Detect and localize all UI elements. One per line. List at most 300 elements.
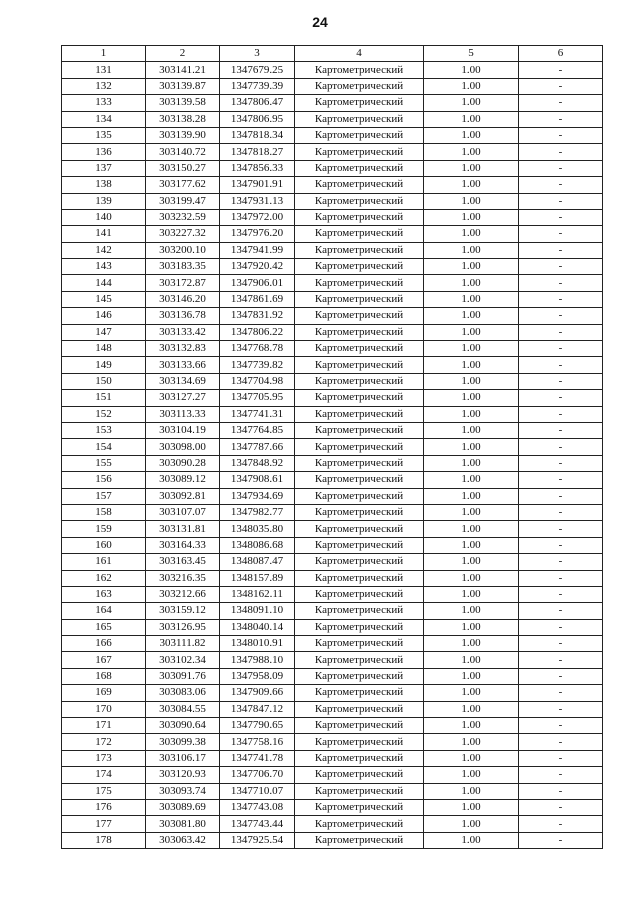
- note-cell: -: [519, 209, 603, 225]
- table-row: [62, 308, 603, 324]
- table-row: [62, 259, 603, 275]
- x-coordinate-cell: 303090.64: [146, 718, 220, 734]
- method-cell: Картометрический: [295, 259, 424, 275]
- note-cell: -: [519, 718, 603, 734]
- y-coordinate-cell: 1347710.07: [220, 783, 295, 799]
- point-number-cell: 145: [62, 291, 146, 307]
- y-coordinate-cell: 1347818.27: [220, 144, 295, 160]
- y-coordinate-cell: 1347743.08: [220, 799, 295, 815]
- table-row: [62, 455, 603, 471]
- table-row: [62, 619, 603, 635]
- method-cell: Картометрический: [295, 160, 424, 176]
- note-cell: -: [519, 291, 603, 307]
- note-cell: -: [519, 455, 603, 471]
- x-coordinate-cell: 303140.72: [146, 144, 220, 160]
- y-coordinate-cell: 1347787.66: [220, 439, 295, 455]
- accuracy-cell: 1.00: [424, 537, 519, 553]
- accuracy-cell: 1.00: [424, 554, 519, 570]
- method-cell: Картометрический: [295, 95, 424, 111]
- x-coordinate-cell: 303163.45: [146, 554, 220, 570]
- accuracy-cell: 1.00: [424, 127, 519, 143]
- y-coordinate-cell: 1347847.12: [220, 701, 295, 717]
- note-cell: -: [519, 127, 603, 143]
- method-cell: Картометрический: [295, 718, 424, 734]
- note-cell: -: [519, 78, 603, 94]
- accuracy-cell: 1.00: [424, 504, 519, 520]
- point-number-cell: 161: [62, 554, 146, 570]
- header-row: [62, 46, 603, 62]
- page-number: 24: [312, 14, 328, 30]
- method-cell: Картометрический: [295, 127, 424, 143]
- table-row: [62, 127, 603, 143]
- accuracy-cell: 1.00: [424, 668, 519, 684]
- point-number-cell: 153: [62, 422, 146, 438]
- accuracy-cell: 1.00: [424, 275, 519, 291]
- accuracy-cell: 1.00: [424, 488, 519, 504]
- method-header: 4: [295, 46, 424, 62]
- point-number-cell: 134: [62, 111, 146, 127]
- note-cell: -: [519, 832, 603, 848]
- table-row: [62, 193, 603, 209]
- accuracy-cell: 1.00: [424, 193, 519, 209]
- note-cell: -: [519, 259, 603, 275]
- point-number-cell: 167: [62, 652, 146, 668]
- point-number-cell: 151: [62, 390, 146, 406]
- table-header: [62, 46, 603, 62]
- method-cell: Картометрический: [295, 685, 424, 701]
- note-cell: -: [519, 586, 603, 602]
- note-cell: -: [519, 685, 603, 701]
- point-number-cell: 138: [62, 177, 146, 193]
- accuracy-cell: 1.00: [424, 685, 519, 701]
- point-number-cell: 154: [62, 439, 146, 455]
- point-number-cell: 169: [62, 685, 146, 701]
- note-cell: -: [519, 554, 603, 570]
- y-coordinate-cell: 1347741.78: [220, 750, 295, 766]
- y-coordinate-cell: 1347739.39: [220, 78, 295, 94]
- table-row: [62, 685, 603, 701]
- y-coordinate-cell: 1347856.33: [220, 160, 295, 176]
- x-coordinate-cell: 303183.35: [146, 259, 220, 275]
- coordinates-table: [61, 45, 603, 849]
- x-coordinate-cell: 303099.38: [146, 734, 220, 750]
- note-cell: -: [519, 275, 603, 291]
- note-cell: -: [519, 390, 603, 406]
- table-row: [62, 226, 603, 242]
- table-row: [62, 734, 603, 750]
- note-cell: -: [519, 504, 603, 520]
- y-coordinate-cell: 1347941.99: [220, 242, 295, 258]
- table-row: [62, 521, 603, 537]
- note-cell: -: [519, 783, 603, 799]
- x-coordinate-cell: 303131.81: [146, 521, 220, 537]
- x-coordinate-cell: 303212.66: [146, 586, 220, 602]
- accuracy-cell: 1.00: [424, 832, 519, 848]
- note-cell: -: [519, 193, 603, 209]
- y-coordinate-cell: 1347908.61: [220, 472, 295, 488]
- x-coordinate-cell: 303139.58: [146, 95, 220, 111]
- accuracy-cell: 1.00: [424, 816, 519, 832]
- x-coordinate-cell: 303232.59: [146, 209, 220, 225]
- note-cell: -: [519, 95, 603, 111]
- x-coordinate-cell: 303216.35: [146, 570, 220, 586]
- note-cell: -: [519, 668, 603, 684]
- table-row: [62, 816, 603, 832]
- note-cell: -: [519, 111, 603, 127]
- x-coordinate-cell: 303098.00: [146, 439, 220, 455]
- point-number-cell: 155: [62, 455, 146, 471]
- point-number-cell: 177: [62, 816, 146, 832]
- point-number-cell: 165: [62, 619, 146, 635]
- point-number-cell: 172: [62, 734, 146, 750]
- table-row: [62, 341, 603, 357]
- y-coordinate-cell: 1347768.78: [220, 341, 295, 357]
- accuracy-cell: 1.00: [424, 341, 519, 357]
- y-coordinate-cell: 1348040.14: [220, 619, 295, 635]
- x-coordinate-cell: 303102.34: [146, 652, 220, 668]
- method-cell: Картометрический: [295, 78, 424, 94]
- table-row: [62, 357, 603, 373]
- accuracy-cell: 1.00: [424, 603, 519, 619]
- method-cell: Картометрический: [295, 586, 424, 602]
- x-coordinate-cell: 303150.27: [146, 160, 220, 176]
- y-coordinate-cell: 1347976.20: [220, 226, 295, 242]
- point-number-cell: 171: [62, 718, 146, 734]
- x-coordinate-cell: 303090.28: [146, 455, 220, 471]
- x-coordinate-cell: 303091.76: [146, 668, 220, 684]
- point-number-cell: 174: [62, 767, 146, 783]
- accuracy-cell: 1.00: [424, 373, 519, 389]
- accuracy-cell: 1.00: [424, 619, 519, 635]
- x-coordinate-cell: 303127.27: [146, 390, 220, 406]
- table-row: [62, 390, 603, 406]
- table-row: [62, 570, 603, 586]
- accuracy-cell: 1.00: [424, 324, 519, 340]
- note-cell: -: [519, 799, 603, 815]
- y-coordinate-cell: 1347982.77: [220, 504, 295, 520]
- point-number-cell: 162: [62, 570, 146, 586]
- accuracy-cell: 1.00: [424, 586, 519, 602]
- accuracy-cell: 1.00: [424, 95, 519, 111]
- y-coordinate-cell: 1347901.91: [220, 177, 295, 193]
- accuracy-cell: 1.00: [424, 783, 519, 799]
- x-coordinate-cell: 303126.95: [146, 619, 220, 635]
- point-number-cell: 137: [62, 160, 146, 176]
- note-cell: -: [519, 816, 603, 832]
- table-row: [62, 488, 603, 504]
- method-cell: Картометрический: [295, 767, 424, 783]
- x-coordinate-cell: 303139.87: [146, 78, 220, 94]
- x-coordinate-cell: 303120.93: [146, 767, 220, 783]
- table-row: [62, 160, 603, 176]
- point-number-cell: 166: [62, 636, 146, 652]
- note-cell: -: [519, 603, 603, 619]
- accuracy-cell: 1.00: [424, 144, 519, 160]
- method-cell: Картометрический: [295, 406, 424, 422]
- point-number-cell: 148: [62, 341, 146, 357]
- method-cell: Картометрический: [295, 701, 424, 717]
- point-number-cell: 164: [62, 603, 146, 619]
- accuracy-cell: 1.00: [424, 799, 519, 815]
- method-cell: Картометрический: [295, 554, 424, 570]
- accuracy-cell: 1.00: [424, 390, 519, 406]
- point-number-cell: 159: [62, 521, 146, 537]
- y-coordinate-cell: 1347818.34: [220, 127, 295, 143]
- accuracy-cell: 1.00: [424, 718, 519, 734]
- x-coordinate-cell: 303138.28: [146, 111, 220, 127]
- y-coordinate-cell: 1347806.22: [220, 324, 295, 340]
- x-coordinate-cell: 303107.07: [146, 504, 220, 520]
- note-cell: -: [519, 734, 603, 750]
- point-number-cell: 147: [62, 324, 146, 340]
- note-cell: -: [519, 357, 603, 373]
- accuracy-cell: 1.00: [424, 406, 519, 422]
- table-row: [62, 652, 603, 668]
- x-coordinate-cell: 303139.90: [146, 127, 220, 143]
- accuracy-cell: 1.00: [424, 308, 519, 324]
- x-coordinate-cell: 303199.47: [146, 193, 220, 209]
- note-cell: -: [519, 570, 603, 586]
- accuracy-cell: 1.00: [424, 439, 519, 455]
- table-row: [62, 275, 603, 291]
- accuracy-cell: 1.00: [424, 750, 519, 766]
- note-cell: -: [519, 652, 603, 668]
- accuracy-cell: 1.00: [424, 78, 519, 94]
- point-number-cell: 136: [62, 144, 146, 160]
- point-number-cell: 158: [62, 504, 146, 520]
- table-row: [62, 111, 603, 127]
- method-cell: Картометрический: [295, 291, 424, 307]
- y-coordinate-cell: 1348157.89: [220, 570, 295, 586]
- accuracy-cell: 1.00: [424, 291, 519, 307]
- method-cell: Картометрический: [295, 324, 424, 340]
- table-row: [62, 554, 603, 570]
- point-number-cell: 150: [62, 373, 146, 389]
- y-coordinate-cell: 1347806.47: [220, 95, 295, 111]
- note-cell: -: [519, 308, 603, 324]
- table-row: [62, 767, 603, 783]
- x-coordinate-cell: 303177.62: [146, 177, 220, 193]
- note-cell: -: [519, 488, 603, 504]
- accuracy-cell: 1.00: [424, 209, 519, 225]
- point-number-cell: 146: [62, 308, 146, 324]
- point-number-cell: 142: [62, 242, 146, 258]
- note-cell: -: [519, 373, 603, 389]
- method-cell: Картометрический: [295, 193, 424, 209]
- accuracy-cell: 1.00: [424, 455, 519, 471]
- table-row: [62, 78, 603, 94]
- table-row: [62, 439, 603, 455]
- y-coordinate-cell: 1347739.82: [220, 357, 295, 373]
- method-cell: Картометрический: [295, 111, 424, 127]
- method-cell: Картометрический: [295, 832, 424, 848]
- y-coordinate-cell: 1348035.80: [220, 521, 295, 537]
- note-cell: -: [519, 537, 603, 553]
- note-cell: -: [519, 160, 603, 176]
- y-coordinate-cell: 1347988.10: [220, 652, 295, 668]
- table-row: [62, 324, 603, 340]
- y-coordinate-cell: 1347861.69: [220, 291, 295, 307]
- method-cell: Картометрический: [295, 144, 424, 160]
- method-cell: Картометрический: [295, 422, 424, 438]
- note-cell: -: [519, 472, 603, 488]
- accuracy-cell: 1.00: [424, 357, 519, 373]
- method-cell: Картометрический: [295, 62, 424, 78]
- x-coordinate-cell: 303111.82: [146, 636, 220, 652]
- note-cell: -: [519, 242, 603, 258]
- x-coordinate-cell: 303093.74: [146, 783, 220, 799]
- table-row: [62, 373, 603, 389]
- note-cell: -: [519, 144, 603, 160]
- x-coordinate-cell: 303081.80: [146, 816, 220, 832]
- method-cell: Картометрический: [295, 209, 424, 225]
- y-coordinate-cell: 1348091.10: [220, 603, 295, 619]
- accuracy-cell: 1.00: [424, 472, 519, 488]
- point-number-cell: 139: [62, 193, 146, 209]
- y-coordinate-cell: 1347972.00: [220, 209, 295, 225]
- x-coordinate-cell: 303083.06: [146, 685, 220, 701]
- method-cell: Картометрический: [295, 750, 424, 766]
- x-coordinate-cell: 303106.17: [146, 750, 220, 766]
- x-coordinate-cell: 303141.21: [146, 62, 220, 78]
- table-row: [62, 750, 603, 766]
- y-coordinate-cell: 1347831.92: [220, 308, 295, 324]
- accuracy-cell: 1.00: [424, 734, 519, 750]
- method-cell: Картометрический: [295, 603, 424, 619]
- accuracy-cell: 1.00: [424, 701, 519, 717]
- method-cell: Картометрический: [295, 734, 424, 750]
- accuracy-cell: 1.00: [424, 652, 519, 668]
- table-row: [62, 504, 603, 520]
- table-row: [62, 209, 603, 225]
- y-coordinate-cell: 1347906.01: [220, 275, 295, 291]
- note-cell: -: [519, 701, 603, 717]
- table-row: [62, 62, 603, 78]
- table-row: [62, 668, 603, 684]
- x-coordinate-cell: 303089.12: [146, 472, 220, 488]
- y-coordinate-header: 3: [220, 46, 295, 62]
- accuracy-cell: 1.00: [424, 570, 519, 586]
- method-cell: Картометрический: [295, 537, 424, 553]
- y-coordinate-cell: 1347743.44: [220, 816, 295, 832]
- method-cell: Картометрический: [295, 357, 424, 373]
- table-row: [62, 799, 603, 815]
- method-cell: Картометрический: [295, 226, 424, 242]
- note-cell: -: [519, 439, 603, 455]
- y-coordinate-cell: 1347920.42: [220, 259, 295, 275]
- point-number-cell: 149: [62, 357, 146, 373]
- accuracy-cell: 1.00: [424, 259, 519, 275]
- point-number-cell: 132: [62, 78, 146, 94]
- x-coordinate-cell: 303092.81: [146, 488, 220, 504]
- x-coordinate-cell: 303089.69: [146, 799, 220, 815]
- y-coordinate-cell: 1347909.66: [220, 685, 295, 701]
- accuracy-cell: 1.00: [424, 767, 519, 783]
- table-row: [62, 291, 603, 307]
- note-cell: -: [519, 521, 603, 537]
- y-coordinate-cell: 1347806.95: [220, 111, 295, 127]
- method-cell: Картометрический: [295, 242, 424, 258]
- accuracy-cell: 1.00: [424, 111, 519, 127]
- method-cell: Картометрический: [295, 177, 424, 193]
- y-coordinate-cell: 1347931.13: [220, 193, 295, 209]
- x-coordinate-cell: 303136.78: [146, 308, 220, 324]
- note-cell: -: [519, 324, 603, 340]
- method-cell: Картометрический: [295, 275, 424, 291]
- method-cell: Картометрический: [295, 668, 424, 684]
- accuracy-cell: 1.00: [424, 636, 519, 652]
- point-number-cell: 131: [62, 62, 146, 78]
- note-cell: -: [519, 341, 603, 357]
- x-coordinate-cell: 303104.19: [146, 422, 220, 438]
- y-coordinate-cell: 1348087.47: [220, 554, 295, 570]
- x-coordinate-cell: 303133.66: [146, 357, 220, 373]
- point-number-cell: 133: [62, 95, 146, 111]
- x-coordinate-cell: 303134.69: [146, 373, 220, 389]
- y-coordinate-cell: 1348010.91: [220, 636, 295, 652]
- point-number-cell: 175: [62, 783, 146, 799]
- method-cell: Картометрический: [295, 619, 424, 635]
- x-coordinate-cell: 303133.42: [146, 324, 220, 340]
- table-row: [62, 586, 603, 602]
- x-coordinate-cell: 303132.83: [146, 341, 220, 357]
- x-coordinate-cell: 303172.87: [146, 275, 220, 291]
- y-coordinate-cell: 1348162.11: [220, 586, 295, 602]
- y-coordinate-cell: 1347706.70: [220, 767, 295, 783]
- table-body: [62, 62, 603, 849]
- method-cell: Картометрический: [295, 308, 424, 324]
- point-number-cell: 160: [62, 537, 146, 553]
- point-number-cell: 157: [62, 488, 146, 504]
- y-coordinate-cell: 1347958.09: [220, 668, 295, 684]
- method-cell: Картометрический: [295, 504, 424, 520]
- table-row: [62, 832, 603, 848]
- x-coordinate-cell: 303159.12: [146, 603, 220, 619]
- note-cell: -: [519, 177, 603, 193]
- table-row: [62, 95, 603, 111]
- accuracy-cell: 1.00: [424, 62, 519, 78]
- table-row: [62, 406, 603, 422]
- method-cell: Картометрический: [295, 488, 424, 504]
- table-row: [62, 537, 603, 553]
- method-cell: Картометрический: [295, 472, 424, 488]
- method-cell: Картометрический: [295, 439, 424, 455]
- note-cell: -: [519, 619, 603, 635]
- accuracy-cell: 1.00: [424, 242, 519, 258]
- method-cell: Картометрический: [295, 799, 424, 815]
- accuracy-cell: 1.00: [424, 521, 519, 537]
- table-row: [62, 701, 603, 717]
- x-coordinate-cell: 303227.32: [146, 226, 220, 242]
- table-row: [62, 603, 603, 619]
- table-row: [62, 144, 603, 160]
- point-number-cell: 143: [62, 259, 146, 275]
- point-number-cell: 168: [62, 668, 146, 684]
- y-coordinate-cell: 1347741.31: [220, 406, 295, 422]
- x-coordinate-cell: 303063.42: [146, 832, 220, 848]
- point-number-cell: 176: [62, 799, 146, 815]
- point-number-cell: 170: [62, 701, 146, 717]
- point-number-cell: 144: [62, 275, 146, 291]
- x-coordinate-cell: 303113.33: [146, 406, 220, 422]
- accuracy-header: 5: [424, 46, 519, 62]
- table-row: [62, 718, 603, 734]
- table-row: [62, 472, 603, 488]
- note-header: 6: [519, 46, 603, 62]
- point-number-cell: 163: [62, 586, 146, 602]
- accuracy-cell: 1.00: [424, 226, 519, 242]
- x-coordinate-cell: 303084.55: [146, 701, 220, 717]
